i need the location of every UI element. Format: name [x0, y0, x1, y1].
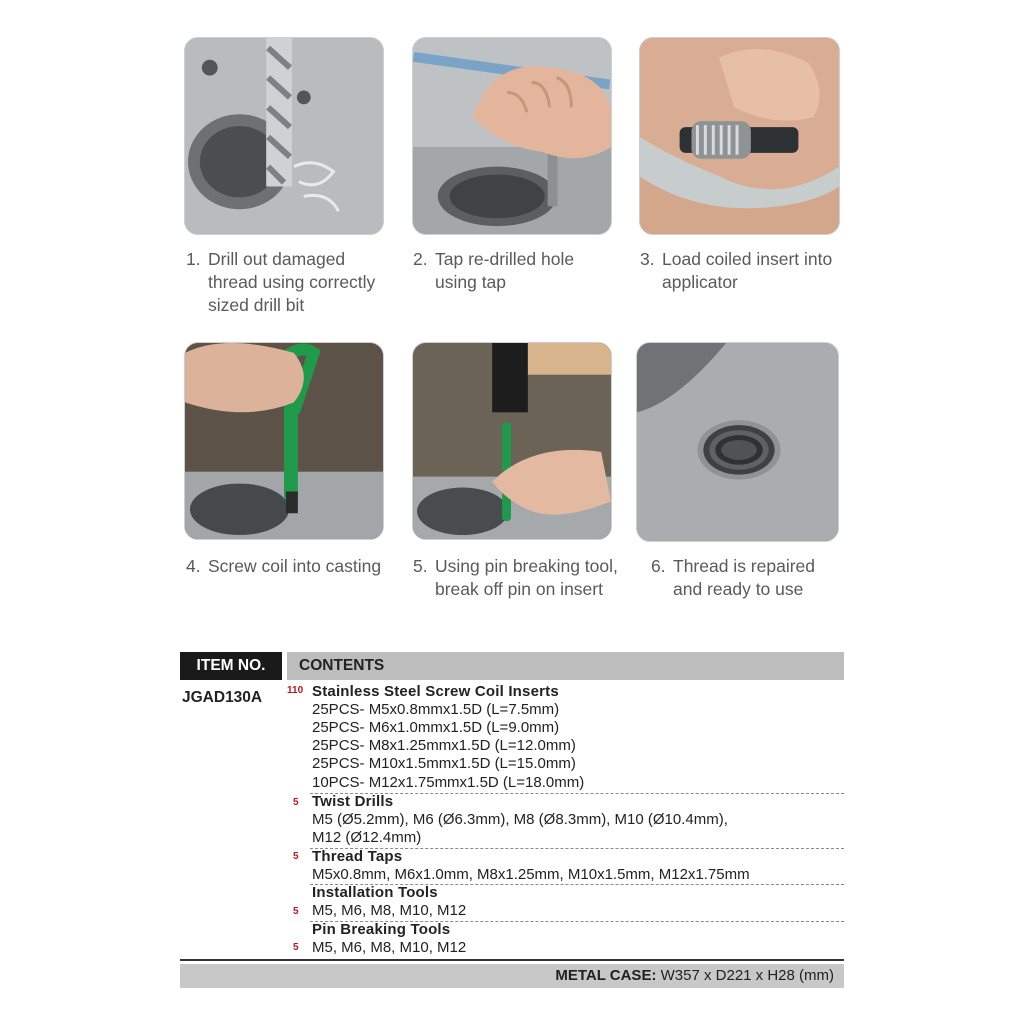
repaired-thread-photo [636, 342, 839, 542]
step-3-number: 3. [640, 249, 655, 269]
step-6-text: Thread is repaired and ready to use [673, 556, 816, 599]
item-no-header: ITEM NO. [180, 652, 282, 680]
step-5-caption [413, 555, 638, 601]
metal-case-dimensions: W357 x D221 x H28 (mm) [656, 967, 834, 984]
group-4-line: M5, M6, M8, M10, M12 [312, 902, 467, 919]
group-5-qty: 5 [293, 942, 299, 953]
step-5-text: Using pin breaking tool, break off pin on insert [435, 556, 618, 599]
group-2-title: Twist Drills [312, 793, 394, 810]
step-1-number: 1. [186, 249, 201, 269]
step-4-number: 4. [186, 556, 201, 576]
group-1-title: Stainless Steel Screw Coil Inserts [312, 683, 559, 700]
item-code: JGAD130A [182, 689, 263, 706]
step-2-number: 2. [413, 249, 428, 269]
group-2-line: M5 (Ø5.2mm), M6 (Ø6.3mm), M8 (Ø8.3mm), M10 (Ø10.4mm), [312, 811, 728, 828]
step-6-number: 6. [651, 556, 666, 576]
group-4-qty: 5 [293, 906, 299, 917]
step-1-caption [186, 248, 396, 317]
group-5-line: M5, M6, M8, M10, M12 [312, 939, 467, 956]
group-3-qty: 5 [293, 851, 299, 862]
group-2-qty: 5 [293, 797, 299, 808]
step-2-text: Tap re-drilled hole using tap [435, 249, 575, 292]
group-3-line: M5x0.8mm, M6x1.0mm, M8x1.25mm, M10x1.5mm, M12x1.75mm [312, 866, 750, 883]
group-2-line: M12 (Ø12.4mm) [312, 829, 422, 846]
group-3-title: Thread Taps [312, 848, 403, 865]
table-bottom-rule [180, 959, 844, 961]
loading-insert-photo [639, 37, 840, 235]
metal-case-footer [180, 964, 844, 988]
drilling-photo [184, 37, 384, 235]
step-6-caption [651, 555, 841, 601]
metal-case-label: METAL CASE: [555, 967, 657, 984]
step-4-caption [186, 555, 401, 578]
step-3-caption [640, 248, 850, 294]
group-5-title: Pin Breaking Tools [312, 921, 451, 938]
contents-header: CONTENTS [287, 652, 844, 680]
tapping-photo [412, 37, 612, 235]
group-1-line: 10PCS- M12x1.75mmx1.5D (L=18.0mm) [312, 774, 585, 791]
group-1-line: 25PCS- M8x1.25mmx1.5D (L=12.0mm) [312, 737, 576, 754]
step-5-number: 5. [413, 556, 428, 576]
group-1-qty: 110 [287, 685, 304, 696]
group-1-line: 25PCS- M6x1.0mmx1.5D (L=9.0mm) [312, 719, 560, 736]
group-4-title: Installation Tools [312, 884, 438, 901]
installing-coil-photo [184, 342, 384, 540]
group-1-line: 25PCS- M10x1.5mmx1.5D (L=15.0mm) [312, 755, 576, 772]
step-2-caption [413, 248, 603, 294]
step-3-text: Load coiled insert into applicator [662, 249, 833, 292]
pin-breaking-photo [412, 342, 612, 540]
step-4-text: Screw coil into casting [208, 556, 382, 576]
step-1-text: Drill out damaged thread using correctly sized drill bit [208, 249, 376, 315]
group-1-line: 25PCS- M5x0.8mmx1.5D (L=7.5mm) [312, 701, 560, 718]
